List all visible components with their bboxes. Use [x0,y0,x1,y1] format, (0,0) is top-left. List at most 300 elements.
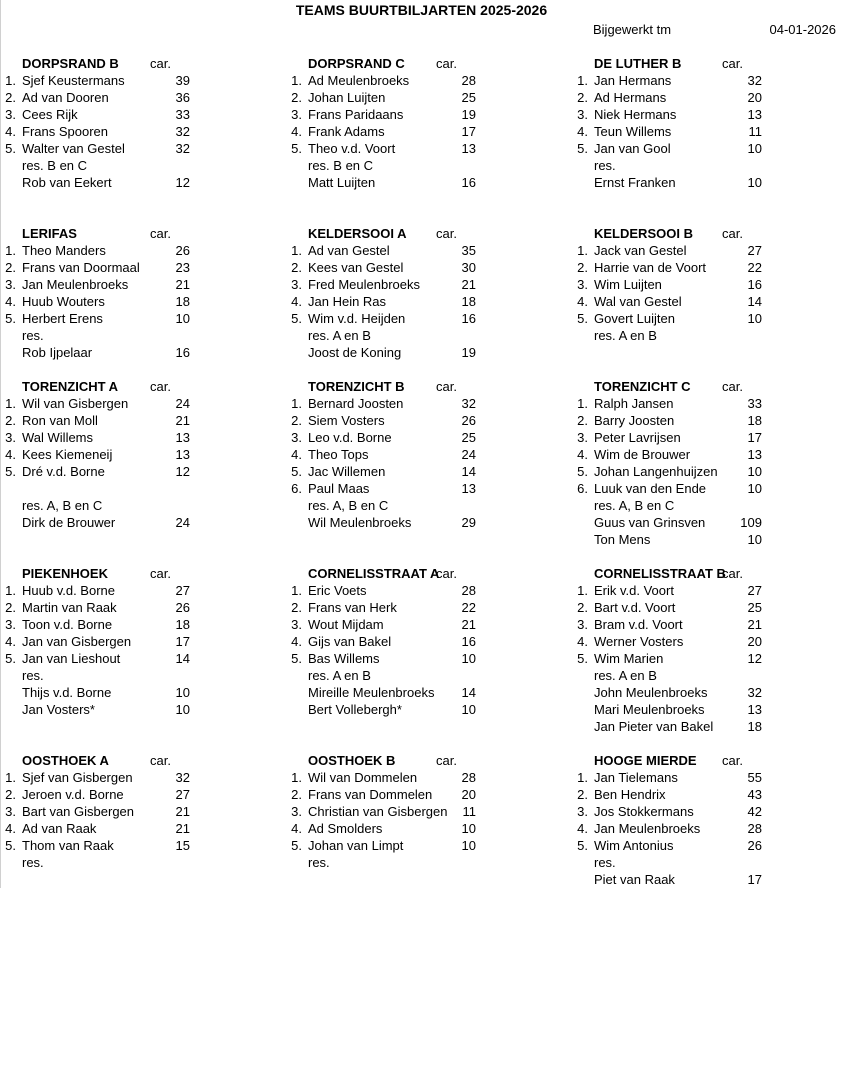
player-caramboles: 24 [175,515,190,530]
player-row [574,395,834,412]
player-row [288,123,548,140]
player-position: 4. [577,124,588,139]
player-row [574,650,834,667]
player-caramboles: 16 [461,634,476,649]
player-caramboles: 19 [461,345,476,360]
player-caramboles: 10 [747,175,762,190]
player-row [574,89,834,106]
car-column-header: car. [436,226,457,241]
player-name: Dré v.d. Borne [22,464,105,479]
page-title: TEAMS BUURTBILJARTEN 2025-2026 [295,2,548,18]
player-row [574,259,834,276]
player-caramboles: 36 [175,90,190,105]
player-name: Walter van Gestel [22,141,125,156]
player-name: Matt Luijten [308,175,376,190]
player-name: Luuk van den Ende [594,481,707,496]
team-name: DE LUTHER B [594,56,682,71]
player-position: 3. [5,804,16,819]
player-caramboles: 28 [461,583,476,598]
player-name: Peter Lavrijsen [594,430,681,445]
player-row [288,174,548,191]
player-row [574,72,834,89]
car-column-header: car. [722,379,743,394]
player-row [288,633,548,650]
player-name: Sjef van Gisbergen [22,770,133,785]
car-column-header: car. [436,753,457,768]
player-position: 3. [291,430,302,445]
player-name: res. [22,855,44,870]
player-row [288,514,548,531]
player-row [574,871,834,888]
player-row [574,769,834,786]
player-name: Martin van Raak [22,600,117,615]
player-name: Ad Hermans [594,90,667,105]
player-name: Johan Luijten [308,90,386,105]
player-name: res. [594,855,616,870]
player-position: 4. [291,124,302,139]
player-caramboles: 14 [461,464,476,479]
player-name: res. [594,158,616,173]
player-name: Thijs v.d. Borne [22,685,112,700]
player-position: 4. [577,447,588,462]
player-position: 6. [291,481,302,496]
player-name: Harrie van de Voort [594,260,707,275]
player-name: res. B en C [22,158,88,173]
player-position: 3. [291,277,302,292]
player-row [288,854,548,871]
player-name: res. A, B en C [594,498,675,513]
player-position: 5. [291,141,302,156]
player-position: 6. [577,481,588,496]
player-position: 2. [577,787,588,802]
player-caramboles: 10 [747,141,762,156]
player-caramboles: 21 [175,277,190,292]
player-caramboles: 13 [175,447,190,462]
player-caramboles: 109 [740,515,762,530]
team-name: PIEKENHOEK [22,566,108,581]
player-row [2,667,262,684]
player-row [2,242,262,259]
player-position: 1. [577,770,588,785]
player-name: Jan Pieter van Bakel [594,719,714,734]
player-name: Theo Manders [22,243,106,258]
sheet-left-border [0,0,1,888]
player-name: Ad van Raak [22,821,97,836]
player-caramboles: 27 [747,583,762,598]
player-row [288,429,548,446]
player-caramboles: 20 [747,90,762,105]
player-caramboles: 21 [461,277,476,292]
player-name: Herbert Erens [22,311,103,326]
player-caramboles: 17 [461,124,476,139]
player-row [2,684,262,701]
player-caramboles: 14 [747,294,762,309]
player-position: 2. [5,787,16,802]
player-position: 4. [291,634,302,649]
player-name: Barry Joosten [594,413,675,428]
player-caramboles: 20 [747,634,762,649]
player-name: Siem Vosters [308,413,385,428]
car-column-header: car. [722,226,743,241]
player-row [288,667,548,684]
player-row [2,446,262,463]
player-row [574,701,834,718]
player-caramboles: 26 [747,838,762,853]
player-name: Wim v.d. Heijden [308,311,406,326]
player-caramboles: 18 [175,294,190,309]
car-column-header: car. [436,566,457,581]
player-name: Bart v.d. Voort [594,600,676,615]
team-header [288,565,548,582]
player-name: Paul Maas [308,481,370,496]
player-name: Ad van Dooren [22,90,109,105]
player-caramboles: 27 [175,583,190,598]
player-row [2,123,262,140]
player-name: Ron van Moll [22,413,98,428]
player-row [288,106,548,123]
team-header [2,378,262,395]
team-name: KELDERSOOI B [594,226,693,241]
player-row [2,599,262,616]
team-name: TORENZICHT A [22,379,119,394]
player-row [288,582,548,599]
player-caramboles: 35 [461,243,476,258]
player-row [288,701,548,718]
player-position: 2. [5,413,16,428]
player-row [288,259,548,276]
player-name: Kees Kiemeneij [22,447,113,462]
player-row [288,310,548,327]
player-position: 2. [577,413,588,428]
player-row [2,157,262,174]
player-name: Jan van Gisbergen [22,634,132,649]
player-position: 3. [5,277,16,292]
team-header [2,565,262,582]
player-caramboles: 16 [461,175,476,190]
player-row [2,854,262,871]
player-caramboles: 10 [747,481,762,496]
player-position: 5. [5,141,16,156]
player-name: Teun Willems [594,124,672,139]
player-caramboles: 21 [175,413,190,428]
player-name: res. [22,668,44,683]
team-name: KELDERSOOI A [308,226,407,241]
player-caramboles: 33 [175,107,190,122]
player-row [574,276,834,293]
player-row [574,123,834,140]
player-row [574,786,834,803]
team-name: CORNELISSTRAAT A [308,566,440,581]
car-column-header: car. [150,226,171,241]
player-row [574,106,834,123]
player-position: 3. [577,107,588,122]
player-row [2,259,262,276]
player-name: res. A en B [308,668,371,683]
updated-date: 04-01-2026 [769,22,836,37]
player-position: 5. [291,838,302,853]
player-caramboles: 21 [175,804,190,819]
player-position: 5. [291,651,302,666]
player-row [288,293,548,310]
player-row [574,531,834,548]
player-caramboles: 22 [461,600,476,615]
player-name: Dirk de Brouwer [22,515,116,530]
player-position: 4. [577,821,588,836]
player-caramboles: 32 [461,396,476,411]
player-row [2,786,262,803]
player-row [288,344,548,361]
player-position: 5. [5,651,16,666]
player-position: 5. [577,141,588,156]
player-position: 4. [5,447,16,462]
team-header [574,55,834,72]
player-caramboles: 22 [747,260,762,275]
player-name: Wim Marien [594,651,664,666]
player-name: Christian van Gisbergen [308,804,448,819]
player-name: Ad Smolders [308,821,383,836]
car-column-header: car. [436,379,457,394]
player-row [574,820,834,837]
player-position: 1. [291,396,302,411]
team-header [574,378,834,395]
player-caramboles: 16 [747,277,762,292]
player-caramboles: 28 [747,821,762,836]
player-position: 4. [5,294,16,309]
player-caramboles: 10 [175,685,190,700]
team-header [2,752,262,769]
player-caramboles: 19 [461,107,476,122]
player-row [288,820,548,837]
team-header [574,565,834,582]
player-position: 5. [577,311,588,326]
player-caramboles: 26 [461,413,476,428]
player-name: Wim de Brouwer [594,447,691,462]
player-name: Jan Meulenbroeks [22,277,129,292]
player-position: 5. [577,651,588,666]
player-position: 1. [5,73,16,88]
player-name: Rob Ijpelaar [22,345,93,360]
player-name: Bart van Gisbergen [22,804,135,819]
player-name: Huub v.d. Borne [22,583,115,598]
player-caramboles: 30 [461,260,476,275]
player-position: 1. [291,73,302,88]
player-caramboles: 15 [175,838,190,853]
player-row [288,395,548,412]
player-row [288,837,548,854]
car-column-header: car. [722,753,743,768]
player-name: Ad Meulenbroeks [308,73,410,88]
player-caramboles: 18 [461,294,476,309]
player-position: 4. [5,821,16,836]
team-name: DORPSRAND B [22,56,119,71]
player-row [288,242,548,259]
player-name: Wout Mijdam [308,617,384,632]
player-caramboles: 13 [175,430,190,445]
player-position: 2. [577,90,588,105]
player-name: Jan Tielemans [594,770,678,785]
player-caramboles: 13 [747,107,762,122]
player-row [574,667,834,684]
player-caramboles: 32 [747,685,762,700]
player-caramboles: 28 [461,73,476,88]
player-name: res. B en C [308,158,374,173]
player-row [288,157,548,174]
player-row [574,140,834,157]
player-name: Theo Tops [308,447,369,462]
player-row [574,463,834,480]
player-name: Frans van Doormaal [22,260,140,275]
player-position: 3. [5,617,16,632]
player-position: 2. [291,260,302,275]
player-name: Mireille Meulenbroeks [308,685,435,700]
player-name: Erik v.d. Voort [594,583,674,598]
car-column-header: car. [722,566,743,581]
team-header [288,55,548,72]
player-caramboles: 12 [175,175,190,190]
player-caramboles: 20 [461,787,476,802]
player-name: Jan Vosters* [22,702,95,717]
player-name: Bernard Joosten [308,396,404,411]
player-caramboles: 24 [175,396,190,411]
player-name: Jan Hein Ras [308,294,387,309]
player-caramboles: 26 [175,243,190,258]
player-row [574,599,834,616]
player-position: 1. [291,770,302,785]
team-name: LERIFAS [22,226,77,241]
player-row [574,497,834,514]
player-position: 1. [577,583,588,598]
player-position: 3. [291,107,302,122]
player-name: Wim Antonius [594,838,674,853]
player-name: Huub Wouters [22,294,105,309]
player-row [574,582,834,599]
player-caramboles: 32 [175,124,190,139]
player-caramboles: 13 [747,447,762,462]
team-name: OOSTHOEK B [308,753,396,768]
player-name: Bram v.d. Voort [594,617,683,632]
team-header [288,378,548,395]
player-caramboles: 10 [461,702,476,717]
car-column-header: car. [150,753,171,768]
player-name: Jack van Gestel [594,243,687,258]
player-position: 1. [577,73,588,88]
player-position: 4. [5,634,16,649]
player-row [574,412,834,429]
player-caramboles: 32 [175,141,190,156]
player-caramboles: 18 [175,617,190,632]
player-name: Jan Meulenbroeks [594,821,701,836]
player-position: 5. [577,464,588,479]
player-row [2,429,262,446]
player-position: 1. [5,583,16,598]
player-caramboles: 18 [747,719,762,734]
player-row [574,803,834,820]
player-name: Eric Voets [308,583,367,598]
team-header [2,225,262,242]
player-position: 5. [291,464,302,479]
player-row [2,820,262,837]
player-name: Frank Adams [308,124,385,139]
player-caramboles: 27 [175,787,190,802]
player-position: 4. [577,294,588,309]
player-row [2,293,262,310]
player-name: res. A en B [594,668,657,683]
player-name: Jan van Lieshout [22,651,121,666]
player-row [574,633,834,650]
player-name: Ben Hendrix [594,787,666,802]
player-row [2,514,262,531]
player-row [288,480,548,497]
player-name: Wil Meulenbroeks [308,515,412,530]
team-header [288,752,548,769]
player-row [2,412,262,429]
player-row [288,684,548,701]
player-position: 1. [5,396,16,411]
player-row [574,310,834,327]
player-row [288,616,548,633]
team-name: TORENZICHT B [308,379,405,394]
player-position: 2. [577,600,588,615]
player-row [2,72,262,89]
player-name: Frans Paridaans [308,107,404,122]
player-name: Wal van Gestel [594,294,682,309]
player-position: 4. [577,634,588,649]
player-caramboles: 32 [747,73,762,88]
player-name: John Meulenbroeks [594,685,708,700]
player-caramboles: 25 [461,90,476,105]
player-row [2,497,262,514]
player-row [288,786,548,803]
player-name: Ad van Gestel [308,243,390,258]
player-position: 3. [291,804,302,819]
player-name: Wil van Dommelen [308,770,418,785]
player-position: 5. [5,838,16,853]
player-name: Ton Mens [594,532,651,547]
player-row [2,395,262,412]
player-row [2,327,262,344]
player-caramboles: 39 [175,73,190,88]
player-caramboles: 21 [461,617,476,632]
player-row [574,718,834,735]
player-row [2,650,262,667]
player-name: Wal Willems [22,430,94,445]
player-row [574,242,834,259]
player-name: Jac Willemen [308,464,386,479]
player-row [288,140,548,157]
player-row [2,310,262,327]
player-name: Mari Meulenbroeks [594,702,705,717]
player-caramboles: 11 [748,124,762,139]
player-position: 4. [5,124,16,139]
player-caramboles: 25 [747,600,762,615]
player-name: res. [22,328,44,343]
player-row [574,854,834,871]
player-name: Toon v.d. Borne [22,617,113,632]
player-position: 2. [291,787,302,802]
team-header [2,55,262,72]
player-name: Jeroen v.d. Borne [22,787,124,802]
player-name: Johan Langenhuijzen [594,464,718,479]
player-row [574,514,834,531]
player-caramboles: 28 [461,770,476,785]
player-row [574,157,834,174]
player-position: 1. [577,243,588,258]
player-name: Rob van Eekert [22,175,112,190]
player-row [288,803,548,820]
player-position: 4. [291,447,302,462]
team-name: OOSTHOEK A [22,753,109,768]
car-column-header: car. [150,379,171,394]
